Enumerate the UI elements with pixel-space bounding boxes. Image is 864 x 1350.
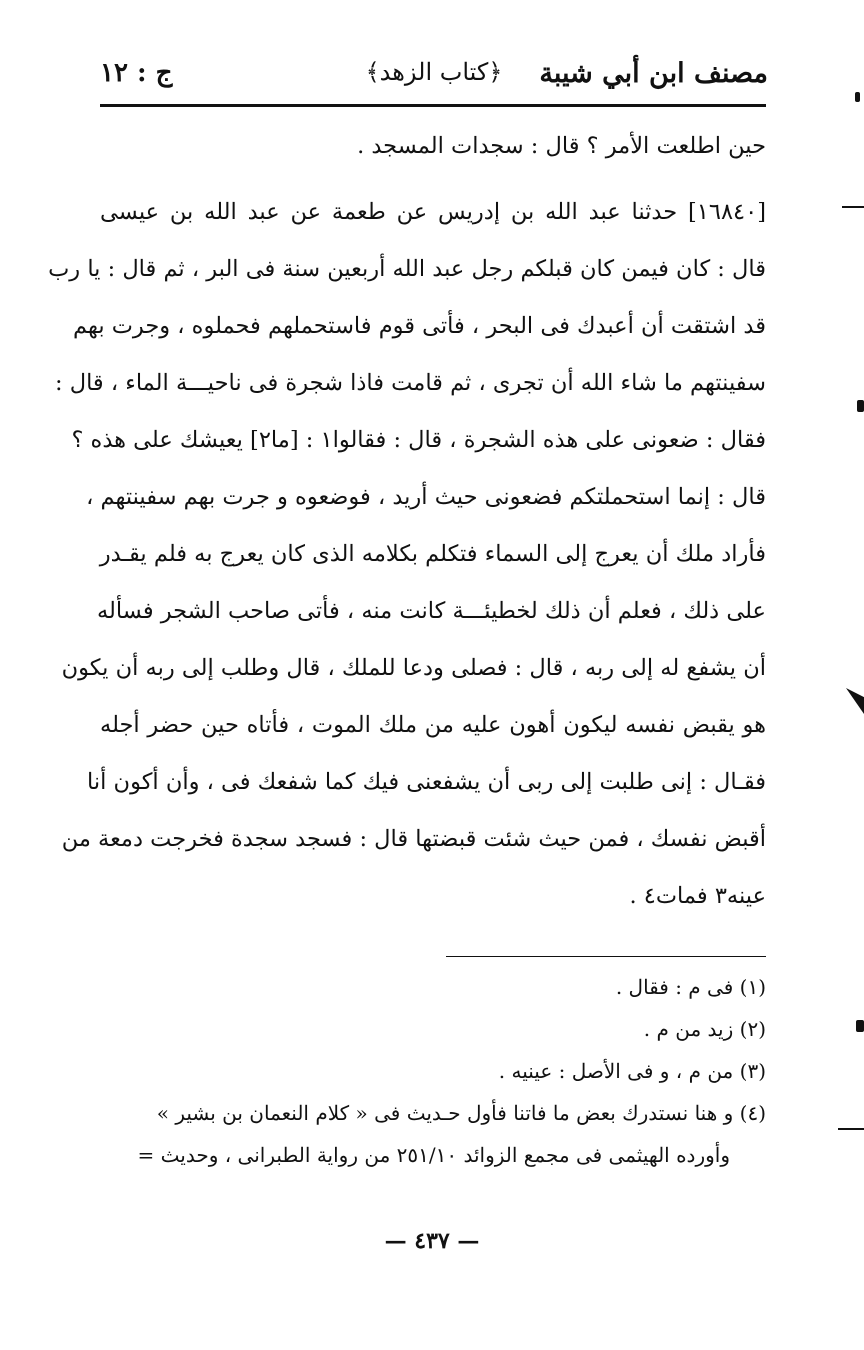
scan-edge-mark — [846, 688, 864, 714]
header-book-title: مصنف ابن أبي شيبة — [539, 58, 768, 89]
text-line: قال : إنما استحملتكم فضعونى حيث أريد ، فوضعوه و جرت بهم سفينتهم ، — [86, 484, 766, 510]
footnote-3: (٣) من م ، و فى الأصل : عينيه . — [498, 1059, 766, 1083]
text-line: أقبض نفسك ، فمن حيث شئت قبضتها قال : فسجد سجدة فخرجت دمعة من — [61, 826, 766, 852]
footnote-4-continued: وأورده الهيثمى فى مجمع الزوائد ٢٥١/١٠ من رواية الطبرانى ، وحديث = — [137, 1143, 730, 1167]
running-header — [100, 52, 768, 102]
text-line: حين اطلعت الأمر ؟ قال : سجدات المسجد . — [357, 133, 766, 159]
footnote-2: (٢) زيد من م . — [643, 1017, 766, 1041]
text-line: فأراد ملك أن يعرج إلى السماء فتكلم بكلامه الذى كان يعرج به فلم يقـدر — [99, 541, 766, 567]
header-volume-number: ج : ١٢ — [100, 58, 173, 88]
footnote-divider — [446, 956, 766, 957]
scan-edge-mark — [857, 400, 864, 412]
main-text — [48, 118, 767, 925]
text-line: هو يقبض نفسه ليكون أهون عليه من ملك الموت ، فأتاه حين حضر أجله — [100, 712, 767, 738]
text-line: فقال : ضعونى على هذه الشجرة ، قال : فقالوا١ : [ما٢] يعيشك على هذه ؟ — [71, 427, 766, 453]
text-line: أن يشفع له إلى ربه ، قال : فصلى ودعا للملك ، قال وطلب إلى ربه أن يكون — [61, 655, 766, 681]
text-line: عينه٣ فمات٤ . — [629, 883, 766, 909]
text-line: [١٦٨٤٠] حدثنا عبد الله بن إدريس عن طعمة عن عبد الله بن عيسى — [100, 199, 766, 225]
footnote-4: (٤) و هنا نستدرك بعض ما فاتنا فأول حـديث فى « كلام النعمان بن بشير » — [156, 1101, 766, 1125]
text-line: على ذلك ، فعلم أن ذلك لخطيئـــة كانت منه ، فأتى صاحب الشجر فسأله — [96, 598, 766, 624]
scan-edge-mark — [842, 206, 864, 208]
scan-edge-mark — [855, 92, 860, 102]
text-line: فقـال : إنى طلبت إلى ربى أن يشفعنى فيك كما شفعك فى ، وأن أكون أنا — [87, 769, 766, 795]
text-line: قال : كان فيمن كان قبلكم رجل عبد الله أربعين سنة فى البر ، ثم قال : يا رب — [48, 256, 766, 282]
text-line: قد اشتقت أن أعبدك فى البحر ، فأتى قوم فاستحملهم فحملوه ، وجرت بهم — [72, 313, 766, 339]
footnotes — [100, 966, 766, 1176]
scan-edge-mark — [856, 1020, 864, 1032]
scan-edge-mark — [838, 1128, 864, 1130]
footnote-1: (١) فى م : فقال . — [615, 975, 766, 999]
header-divider — [100, 104, 766, 107]
text-line: سفينتهم ما شاء الله أن تجرى ، ثم قامت فاذا شجرة فى ناحيـــة الماء ، قال : — [54, 370, 766, 396]
page-number: — ٤٣٧ — — [384, 1228, 480, 1254]
header-chapter-title: ﴿كتاب الزهد﴾ — [365, 58, 503, 86]
